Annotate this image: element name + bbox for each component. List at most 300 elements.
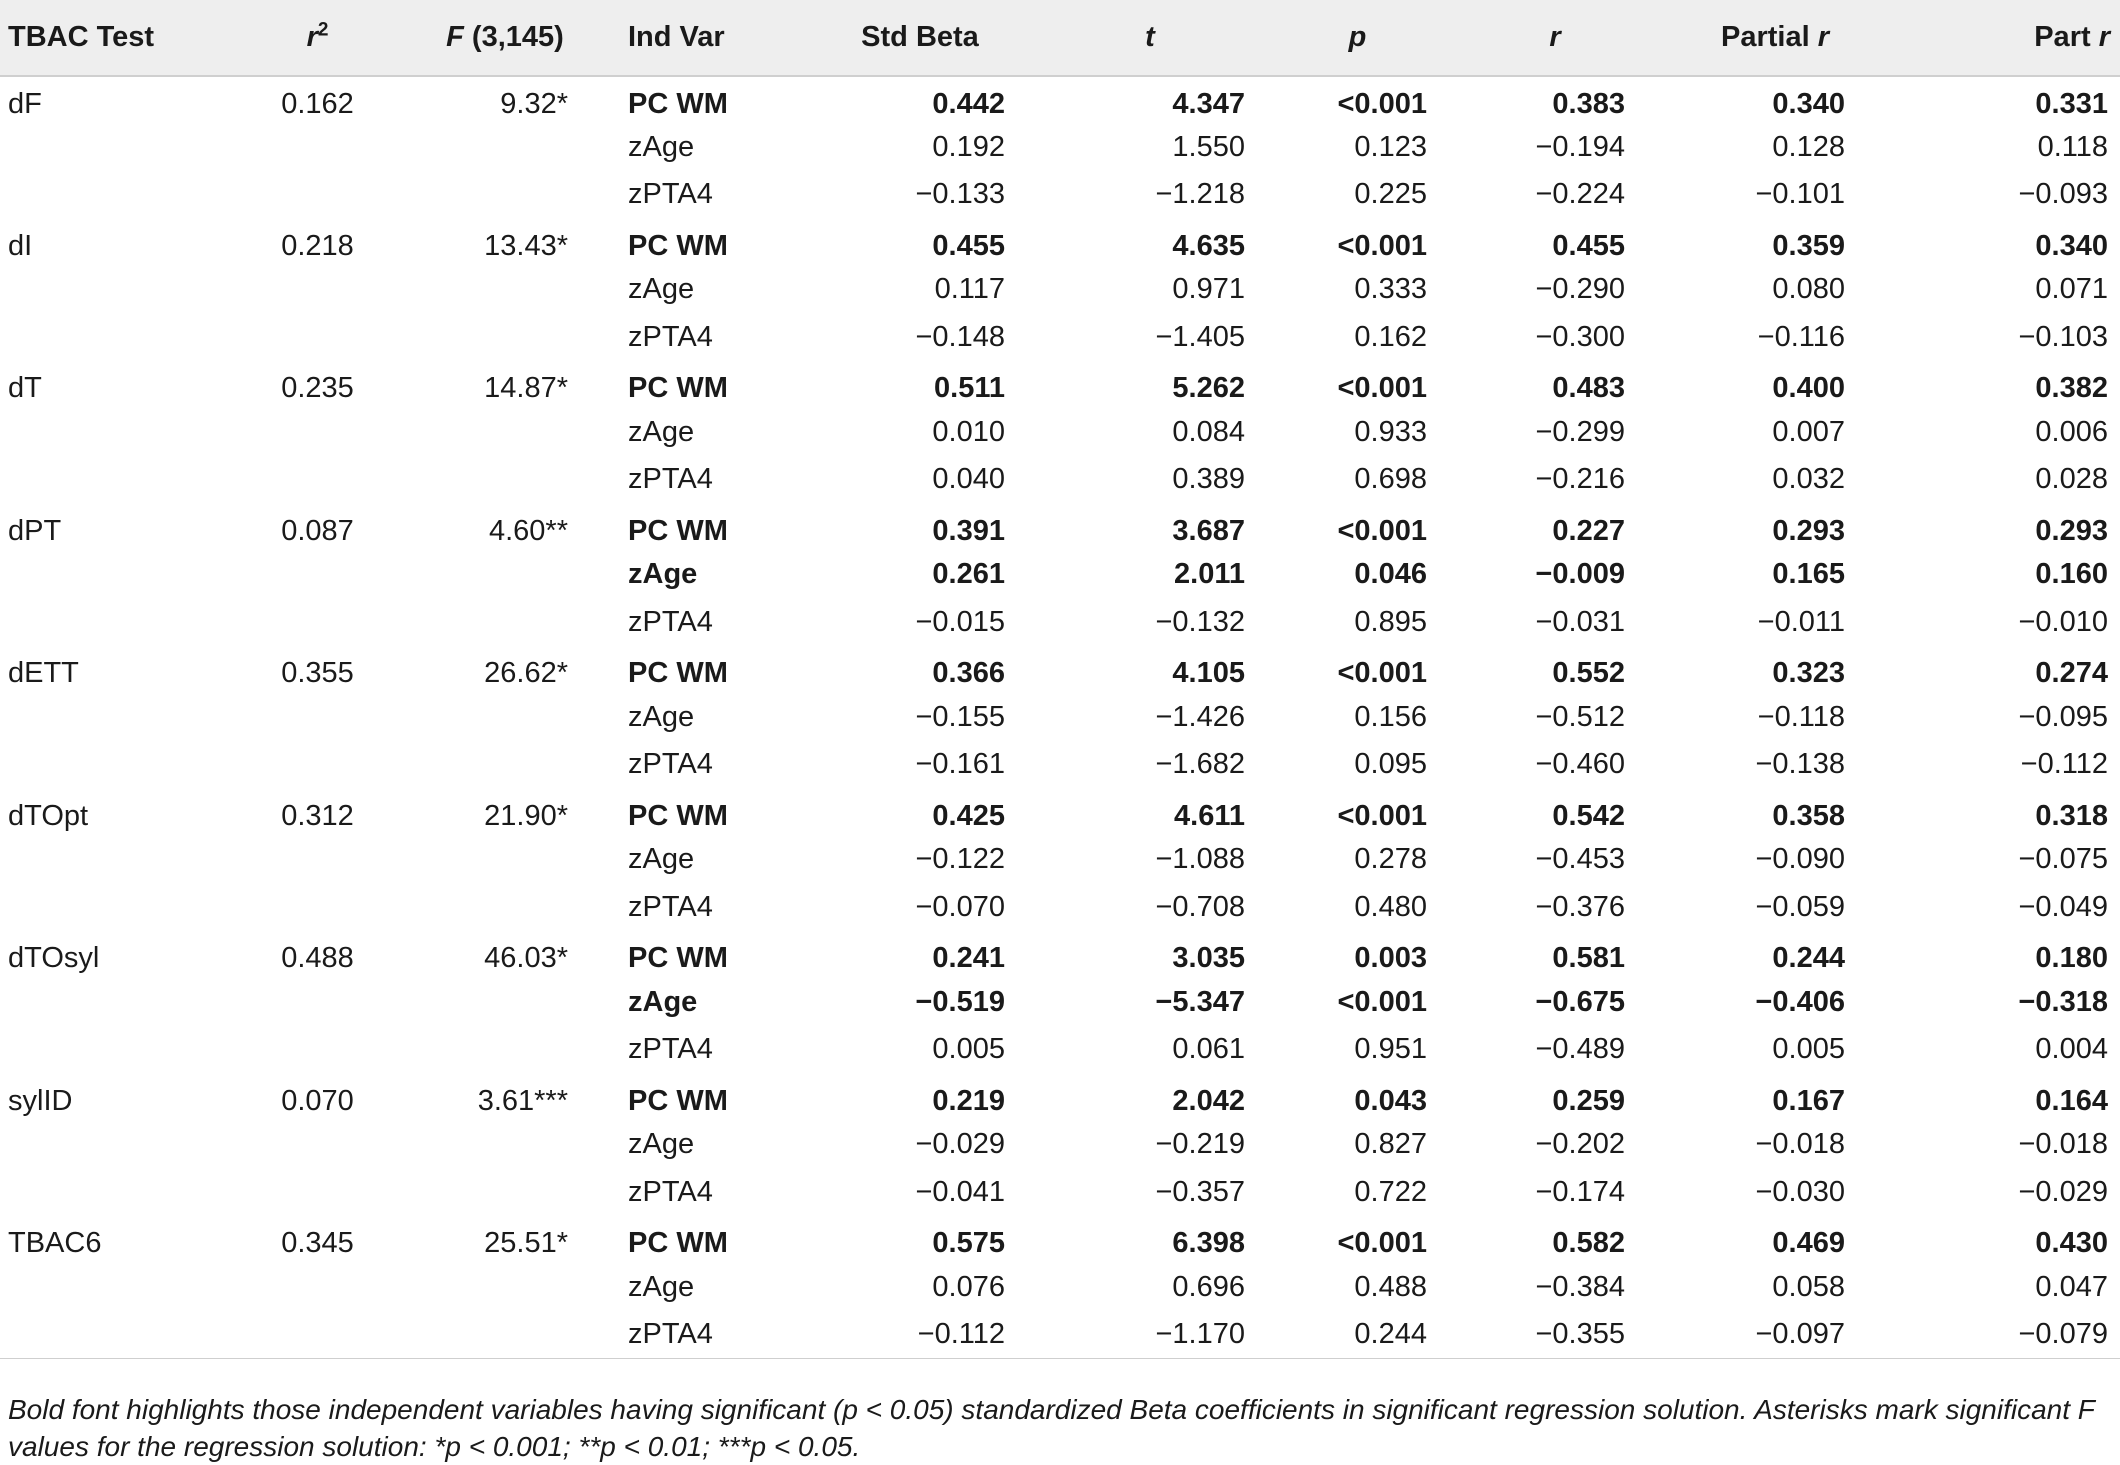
cell-ind-var: zAge <box>628 130 695 163</box>
cell-part-r: −0.318 <box>2018 985 2108 1018</box>
cell-p: <0.001 <box>1337 1227 1427 1260</box>
cell-p: 0.278 <box>1354 843 1427 876</box>
cell-tbac-test: dETT <box>8 657 79 690</box>
cell-f-stat <box>390 1311 620 1359</box>
cell-r-squared: 0.070 <box>281 1084 354 1117</box>
cell-r: −0.300 <box>1535 320 1625 353</box>
cell-t: 0.084 <box>1172 415 1245 448</box>
cell-r-squared: 0.345 <box>281 1227 354 1260</box>
table-row <box>0 694 2120 742</box>
cell-r: −0.031 <box>1535 605 1625 638</box>
cell-tbac-test <box>0 124 245 172</box>
cell-partial-r: 0.400 <box>1772 372 1845 405</box>
cell-tbac-test <box>0 694 245 742</box>
cell-r: −0.376 <box>1535 890 1625 923</box>
cell-part-r: 0.331 <box>2035 87 2108 120</box>
cell-r-squared <box>245 1169 390 1217</box>
cell-f-stat: 26.62* <box>484 657 568 690</box>
cell-t: −1.088 <box>1155 843 1245 876</box>
cell-part-r: 0.006 <box>2035 415 2108 448</box>
cell-partial-r: −0.406 <box>1755 985 1845 1018</box>
cell-p: 0.162 <box>1354 320 1427 353</box>
cell-partial-r: 0.293 <box>1772 514 1845 547</box>
cell-part-r: −0.112 <box>2020 748 2108 781</box>
cell-t: −1.170 <box>1040 1311 1260 1359</box>
cell-std-beta: 0.391 <box>932 514 1005 547</box>
cell-tbac-test: sylID <box>8 1084 73 1117</box>
cell-part-r: 0.340 <box>2035 229 2108 262</box>
cell-std-beta: −0.112 <box>800 1311 1040 1359</box>
table-row <box>0 409 2120 457</box>
cell-f-stat: 4.60** <box>488 514 568 547</box>
cell-f-stat: 3.61*** <box>477 1084 568 1117</box>
header-std-beta: Std Beta <box>800 0 1040 76</box>
header-tbac-test: TBAC Test <box>0 0 245 76</box>
cell-f-stat <box>390 694 620 742</box>
cell-p: <0.001 <box>1337 657 1427 690</box>
cell-part-r: 0.430 <box>2035 1227 2108 1260</box>
table-row <box>0 931 2120 979</box>
cell-r-squared: 0.162 <box>281 87 354 120</box>
cell-std-beta: −0.029 <box>915 1128 1005 1161</box>
cell-std-beta: 0.511 <box>934 372 1005 405</box>
cell-t: 1.550 <box>1172 130 1245 163</box>
cell-t: −1.682 <box>1155 748 1245 781</box>
cell-r: −0.174 <box>1535 1175 1625 1208</box>
cell-r-squared <box>245 979 390 1027</box>
cell-tbac-test <box>0 1169 245 1217</box>
cell-r-squared <box>245 1026 390 1074</box>
cell-t: −0.132 <box>1155 605 1245 638</box>
cell-t: −0.219 <box>1155 1128 1245 1161</box>
cell-r: −0.224 <box>1535 178 1625 211</box>
table-row <box>0 171 2120 219</box>
cell-p: <0.001 <box>1337 87 1427 120</box>
table-row <box>0 884 2120 932</box>
table-footnote: Bold font highlights those independent variables having significant (p < 0.05) standardized Beta coefficients in significant regression solution. Asterisks mark significant F values for the regression solution: *p < 0.001; **p < 0.01; ***p < 0.05. <box>8 1394 2095 1462</box>
cell-std-beta: 0.241 <box>932 942 1005 975</box>
cell-p: 0.095 <box>1354 748 1427 781</box>
cell-partial-r: 0.244 <box>1772 942 1845 975</box>
cell-r-squared <box>245 266 390 314</box>
cell-part-r: 0.004 <box>2035 1033 2108 1066</box>
cell-ind-var: zPTA4 <box>628 890 713 923</box>
cell-t: 4.105 <box>1172 657 1245 690</box>
cell-r-squared <box>245 1264 390 1312</box>
cell-p: 0.827 <box>1354 1128 1427 1161</box>
cell-f-stat: 25.51* <box>484 1227 568 1260</box>
cell-p: 0.722 <box>1354 1175 1427 1208</box>
cell-std-beta: −0.122 <box>915 843 1005 876</box>
cell-p: 0.933 <box>1354 415 1427 448</box>
cell-partial-r: 0.032 <box>1772 463 1845 496</box>
cell-tbac-test <box>0 266 245 314</box>
cell-f-stat <box>390 124 620 172</box>
table-row <box>0 504 2120 552</box>
table-row <box>0 1121 2120 1169</box>
cell-ind-var: PC WM <box>628 87 728 120</box>
cell-std-beta: 0.366 <box>932 657 1005 690</box>
header-r: r <box>1455 0 1655 76</box>
cell-ind-var: PC WM <box>628 942 728 975</box>
cell-part-r: 0.318 <box>2035 799 2108 832</box>
cell-std-beta: 0.261 <box>932 558 1005 591</box>
cell-p: 0.046 <box>1354 558 1427 591</box>
table-row <box>0 124 2120 172</box>
table-row <box>0 789 2120 837</box>
cell-p: 0.951 <box>1354 1033 1427 1066</box>
cell-ind-var: zPTA4 <box>628 748 713 781</box>
cell-ind-var: zAge <box>628 1128 695 1161</box>
cell-r: −0.216 <box>1535 463 1625 496</box>
cell-tbac-test <box>0 314 245 362</box>
cell-tbac-test <box>0 1026 245 1074</box>
cell-part-r: −0.075 <box>2018 843 2108 876</box>
cell-t: 6.398 <box>1172 1227 1245 1260</box>
cell-ind-var: zPTA4 <box>628 320 713 353</box>
cell-partial-r: 0.469 <box>1772 1227 1845 1260</box>
cell-r: 0.383 <box>1552 87 1625 120</box>
cell-t: −0.357 <box>1155 1175 1245 1208</box>
cell-r: 0.227 <box>1552 514 1625 547</box>
cell-r: 0.581 <box>1552 942 1625 975</box>
table-row <box>0 314 2120 362</box>
cell-r: 0.455 <box>1552 229 1625 262</box>
cell-ind-var: zPTA4 <box>628 178 713 211</box>
cell-t: −1.426 <box>1155 700 1245 733</box>
cell-partial-r: 0.007 <box>1772 415 1845 448</box>
cell-p: 0.244 <box>1260 1311 1455 1359</box>
table-row <box>0 1074 2120 1122</box>
table-row <box>0 979 2120 1027</box>
cell-t: 2.011 <box>1174 558 1245 591</box>
cell-r-squared <box>245 884 390 932</box>
header-ind-var: Ind Var <box>620 0 800 76</box>
cell-ind-var: zAge <box>628 273 695 306</box>
cell-tbac-test <box>0 741 245 789</box>
cell-std-beta: −0.015 <box>915 605 1005 638</box>
header-partial-r: Partial r <box>1655 0 1895 76</box>
cell-r-squared <box>245 171 390 219</box>
cell-r-squared <box>245 836 390 884</box>
cell-r: −0.299 <box>1535 415 1625 448</box>
cell-partial-r: −0.116 <box>1757 320 1845 353</box>
cell-partial-r: −0.138 <box>1755 748 1845 781</box>
cell-tbac-test: dI <box>8 229 33 262</box>
cell-ind-var: zPTA4 <box>628 1033 713 1066</box>
table-row <box>0 266 2120 314</box>
table-row <box>0 1216 2120 1264</box>
cell-r: −0.675 <box>1535 985 1625 1018</box>
cell-r-squared <box>245 409 390 457</box>
cell-r-squared <box>245 599 390 647</box>
cell-part-r: −0.079 <box>1895 1311 2120 1359</box>
cell-p: <0.001 <box>1337 799 1427 832</box>
cell-p: 0.123 <box>1354 130 1427 163</box>
cell-part-r: 0.071 <box>2035 273 2108 306</box>
cell-partial-r: −0.059 <box>1755 890 1845 923</box>
cell-partial-r: 0.165 <box>1772 558 1845 591</box>
cell-tbac-test: dT <box>8 372 42 405</box>
cell-r: 0.259 <box>1552 1084 1625 1117</box>
header-f-stat: F (3,145) <box>390 0 620 76</box>
table-row <box>0 836 2120 884</box>
cell-f-stat <box>390 171 620 219</box>
cell-ind-var: zPTA4 <box>628 1175 713 1208</box>
cell-r-squared <box>245 456 390 504</box>
cell-p: <0.001 <box>1337 229 1427 262</box>
cell-p: <0.001 <box>1337 514 1427 547</box>
cell-f-stat <box>390 456 620 504</box>
cell-std-beta: −0.148 <box>915 320 1005 353</box>
cell-ind-var: PC WM <box>628 372 728 405</box>
cell-r: −0.489 <box>1535 1033 1625 1066</box>
cell-partial-r: −0.097 <box>1655 1311 1895 1359</box>
cell-r-squared <box>245 741 390 789</box>
cell-partial-r: 0.005 <box>1772 1033 1845 1066</box>
cell-r: −0.202 <box>1535 1128 1625 1161</box>
cell-partial-r: 0.358 <box>1772 799 1845 832</box>
cell-partial-r: −0.118 <box>1757 700 1845 733</box>
table-row <box>0 1026 2120 1074</box>
cell-part-r: 0.293 <box>2035 514 2108 547</box>
cell-r-squared <box>245 1121 390 1169</box>
cell-ind-var: zPTA4 <box>628 463 713 496</box>
cell-p: 0.333 <box>1354 273 1427 306</box>
cell-tbac-test <box>0 979 245 1027</box>
table-body <box>0 76 2120 1359</box>
header-t: t <box>1040 0 1260 76</box>
cell-f-stat: 9.32* <box>500 87 568 120</box>
cell-part-r: 0.274 <box>2035 657 2108 690</box>
cell-p: 0.225 <box>1354 178 1427 211</box>
cell-tbac-test <box>0 1311 245 1359</box>
cell-ind-var: zAge <box>628 985 698 1018</box>
cell-f-stat <box>390 1121 620 1169</box>
cell-r-squared: 0.312 <box>281 799 354 832</box>
cell-t: 0.061 <box>1172 1033 1245 1066</box>
cell-partial-r: 0.167 <box>1772 1084 1845 1117</box>
cell-ind-var: zAge <box>628 1270 695 1303</box>
cell-std-beta: 0.219 <box>932 1084 1005 1117</box>
header-p: p <box>1260 0 1455 76</box>
cell-f-stat <box>390 314 620 362</box>
cell-partial-r: 0.080 <box>1772 273 1845 306</box>
cell-std-beta: −0.041 <box>915 1175 1005 1208</box>
cell-r-squared: 0.355 <box>281 657 354 690</box>
cell-p: <0.001 <box>1337 985 1427 1018</box>
cell-std-beta: 0.425 <box>932 799 1005 832</box>
cell-part-r: −0.010 <box>2018 605 2108 638</box>
cell-t: 4.635 <box>1172 229 1245 262</box>
cell-r: 0.552 <box>1552 657 1625 690</box>
cell-f-stat <box>390 409 620 457</box>
cell-r-squared <box>245 314 390 362</box>
cell-std-beta: 0.192 <box>932 130 1005 163</box>
cell-ind-var: zAge <box>628 700 695 733</box>
cell-part-r: −0.049 <box>2018 890 2108 923</box>
cell-part-r: 0.118 <box>2037 130 2108 163</box>
cell-std-beta: 0.455 <box>932 229 1005 262</box>
cell-f-stat: 13.43* <box>484 229 568 262</box>
cell-tbac-test <box>0 836 245 884</box>
cell-std-beta: 0.117 <box>934 273 1005 306</box>
cell-f-stat: 14.87* <box>484 372 568 405</box>
cell-std-beta: 0.442 <box>932 87 1005 120</box>
cell-t: −0.708 <box>1155 890 1245 923</box>
cell-f-stat <box>390 599 620 647</box>
cell-std-beta: 0.076 <box>932 1270 1005 1303</box>
cell-std-beta: −0.155 <box>915 700 1005 733</box>
table-row <box>0 1169 2120 1217</box>
cell-r: −0.460 <box>1535 748 1625 781</box>
cell-tbac-test: dTOsyl <box>8 942 100 975</box>
cell-tbac-test <box>0 1264 245 1312</box>
cell-r-squared <box>245 1311 390 1359</box>
header-row <box>0 0 2120 76</box>
cell-std-beta: −0.133 <box>915 178 1005 211</box>
cell-p: 0.043 <box>1354 1084 1427 1117</box>
cell-f-stat <box>390 551 620 599</box>
cell-part-r: 0.164 <box>2035 1084 2108 1117</box>
cell-r: 0.582 <box>1552 1227 1625 1260</box>
cell-partial-r: 0.323 <box>1772 657 1845 690</box>
cell-ind-var: PC WM <box>628 1084 728 1117</box>
cell-f-stat <box>390 836 620 884</box>
cell-t: 0.696 <box>1172 1270 1245 1303</box>
cell-p: 0.003 <box>1354 942 1427 975</box>
cell-partial-r: 0.058 <box>1772 1270 1845 1303</box>
cell-partial-r: −0.101 <box>1755 178 1845 211</box>
cell-r: −0.453 <box>1535 843 1625 876</box>
cell-std-beta: 0.005 <box>932 1033 1005 1066</box>
cell-f-stat <box>390 1169 620 1217</box>
cell-ind-var: zPTA4 <box>620 1311 800 1359</box>
cell-part-r: −0.029 <box>2018 1175 2108 1208</box>
cell-f-stat <box>390 884 620 932</box>
header-r-squared: $r^2$ <box>245 0 390 76</box>
cell-ind-var: zAge <box>628 558 698 591</box>
cell-t: 3.035 <box>1172 942 1245 975</box>
cell-part-r: −0.095 <box>2018 700 2108 733</box>
cell-tbac-test: dTOpt <box>8 799 89 832</box>
cell-part-r: 0.047 <box>2035 1270 2108 1303</box>
cell-r: −0.512 <box>1535 700 1625 733</box>
cell-std-beta: 0.575 <box>932 1227 1005 1260</box>
cell-std-beta: −0.070 <box>915 890 1005 923</box>
cell-r: 0.542 <box>1552 799 1625 832</box>
table-row <box>0 361 2120 409</box>
cell-std-beta: 0.010 <box>932 415 1005 448</box>
cell-tbac-test <box>0 551 245 599</box>
cell-std-beta: −0.519 <box>915 985 1005 1018</box>
cell-tbac-test <box>0 171 245 219</box>
cell-r-squared <box>245 551 390 599</box>
cell-tbac-test <box>0 884 245 932</box>
cell-std-beta: −0.161 <box>915 748 1005 781</box>
cell-r: −0.290 <box>1535 273 1625 306</box>
cell-t: −5.347 <box>1155 985 1245 1018</box>
cell-std-beta: 0.040 <box>932 463 1005 496</box>
cell-r-squared: 0.087 <box>281 514 354 547</box>
cell-t: 3.687 <box>1172 514 1245 547</box>
cell-f-stat <box>390 979 620 1027</box>
cell-r: −0.194 <box>1535 130 1625 163</box>
cell-partial-r: 0.128 <box>1772 130 1845 163</box>
cell-partial-r: 0.359 <box>1772 229 1845 262</box>
cell-partial-r: −0.090 <box>1755 843 1845 876</box>
cell-f-stat <box>390 741 620 789</box>
cell-p: 0.895 <box>1354 605 1427 638</box>
cell-f-stat <box>390 1264 620 1312</box>
table-row <box>0 741 2120 789</box>
cell-r-squared <box>245 124 390 172</box>
cell-tbac-test: TBAC6 <box>8 1227 102 1260</box>
cell-ind-var: PC WM <box>628 657 728 690</box>
cell-p: <0.001 <box>1337 372 1427 405</box>
table-row <box>0 551 2120 599</box>
cell-part-r: 0.382 <box>2035 372 2108 405</box>
cell-r: 0.483 <box>1552 372 1625 405</box>
cell-partial-r: 0.340 <box>1772 87 1845 120</box>
cell-p: 0.156 <box>1354 700 1427 733</box>
table-row <box>0 599 2120 647</box>
table-row <box>0 1264 2120 1312</box>
cell-t: −1.405 <box>1155 320 1245 353</box>
cell-ind-var: PC WM <box>628 1227 728 1260</box>
cell-t: 0.971 <box>1172 273 1245 306</box>
cell-t: −1.218 <box>1155 178 1245 211</box>
cell-t: 4.611 <box>1174 799 1245 832</box>
cell-partial-r: −0.011 <box>1757 605 1845 638</box>
cell-tbac-test <box>0 409 245 457</box>
cell-ind-var: zAge <box>628 843 695 876</box>
cell-r: −0.355 <box>1455 1311 1655 1359</box>
cell-r-squared <box>245 694 390 742</box>
cell-part-r: 0.180 <box>2035 942 2108 975</box>
table-row <box>0 456 2120 504</box>
cell-tbac-test <box>0 1121 245 1169</box>
cell-tbac-test <box>0 599 245 647</box>
cell-p: 0.480 <box>1354 890 1427 923</box>
table-row <box>0 76 2120 124</box>
table-row <box>0 646 2120 694</box>
cell-ind-var: PC WM <box>628 229 728 262</box>
table-row <box>0 219 2120 267</box>
cell-p: 0.488 <box>1354 1270 1427 1303</box>
cell-tbac-test: dF <box>8 87 42 120</box>
cell-r-squared: 0.235 <box>281 372 354 405</box>
table-row <box>0 1311 2120 1359</box>
cell-f-stat <box>390 266 620 314</box>
cell-r: −0.009 <box>1535 558 1625 591</box>
cell-t: 2.042 <box>1172 1084 1245 1117</box>
cell-part-r: −0.018 <box>2018 1128 2108 1161</box>
cell-part-r: −0.093 <box>2018 178 2108 211</box>
cell-f-stat: 46.03* <box>484 942 568 975</box>
cell-r-squared: 0.218 <box>281 229 354 262</box>
cell-tbac-test: dPT <box>8 514 62 547</box>
cell-f-stat <box>390 1026 620 1074</box>
cell-ind-var: zAge <box>628 415 695 448</box>
header-part-r: Part r <box>1895 0 2120 76</box>
cell-ind-var: PC WM <box>628 799 728 832</box>
cell-t: 5.262 <box>1172 372 1245 405</box>
cell-p: 0.698 <box>1354 463 1427 496</box>
cell-tbac-test <box>0 456 245 504</box>
cell-partial-r: −0.018 <box>1755 1128 1845 1161</box>
cell-partial-r: −0.030 <box>1755 1175 1845 1208</box>
